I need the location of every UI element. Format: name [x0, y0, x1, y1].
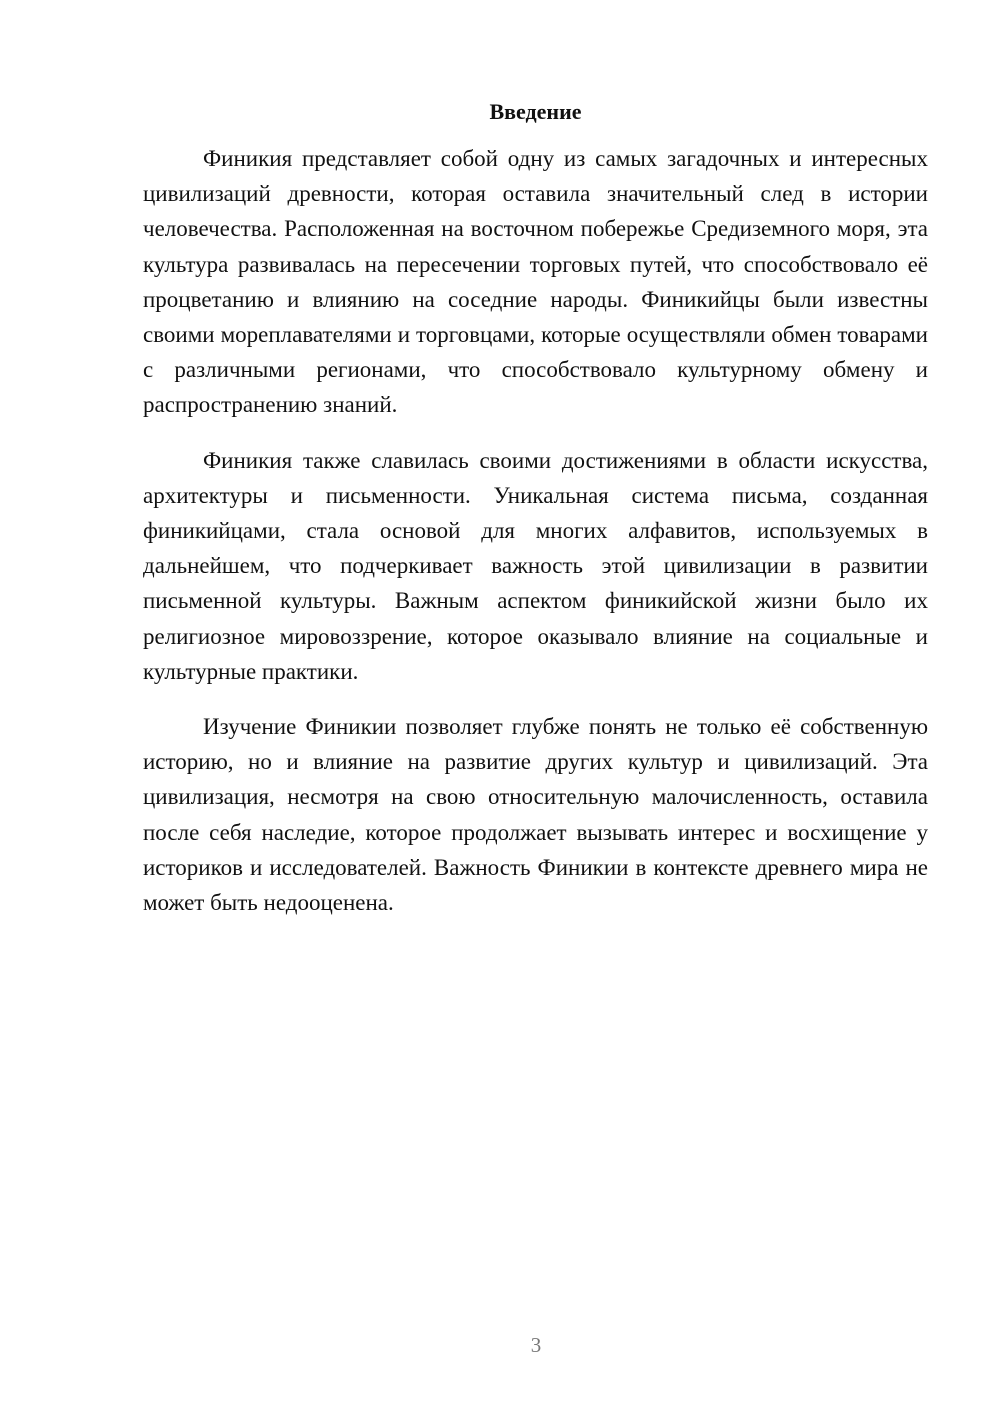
body-text [143, 141, 928, 940]
paragraph-3: Изучение Финикии позволяет глубже понять не только её собственную историю, но и влияние на развитие других культур и цивилизаций. Эта цивилизация, несмотря на свою относительную малочисленность, оставила после себя наследие, которое продолжает вызывать интерес и восхищение у историков и исследователей. Важность Финикии в контексте древнего мира не может быть недооценена. [143, 714, 928, 916]
section-title: Введение [489, 99, 582, 124]
paragraph-1: Финикия представляет собой одну из самых загадочных и интересных цивилизаций древности, которая оставила значительный след в истории человечества. Расположенная на восточном побережье Средиземного моря, эта культура развивалась на пересечении торговых путей, что способствовало её процветанию и влиянию на соседние народы. Финикийцы были известны своими мореплавателями и торговцами, которые осуществляли обмен товарами с различными регионами, что способствовало культурному обмену и распространению знаний. [143, 146, 928, 418]
page-number: 3 [530, 1333, 542, 1357]
paragraph-2: Финикия также славилась своими достижениями в области искусства, архитектуры и письменности. Уникальная система письма, созданная финикийцами, стала основой для многих алфавитов, используемых в дальнейшем, что подчеркивает важность этой цивилизации в развитии письменной культуры. Важным аспектом финикийской жизни было их религиозное мировоззрение, которое оказывало влияние на социальные и культурные практики. [143, 447, 928, 684]
